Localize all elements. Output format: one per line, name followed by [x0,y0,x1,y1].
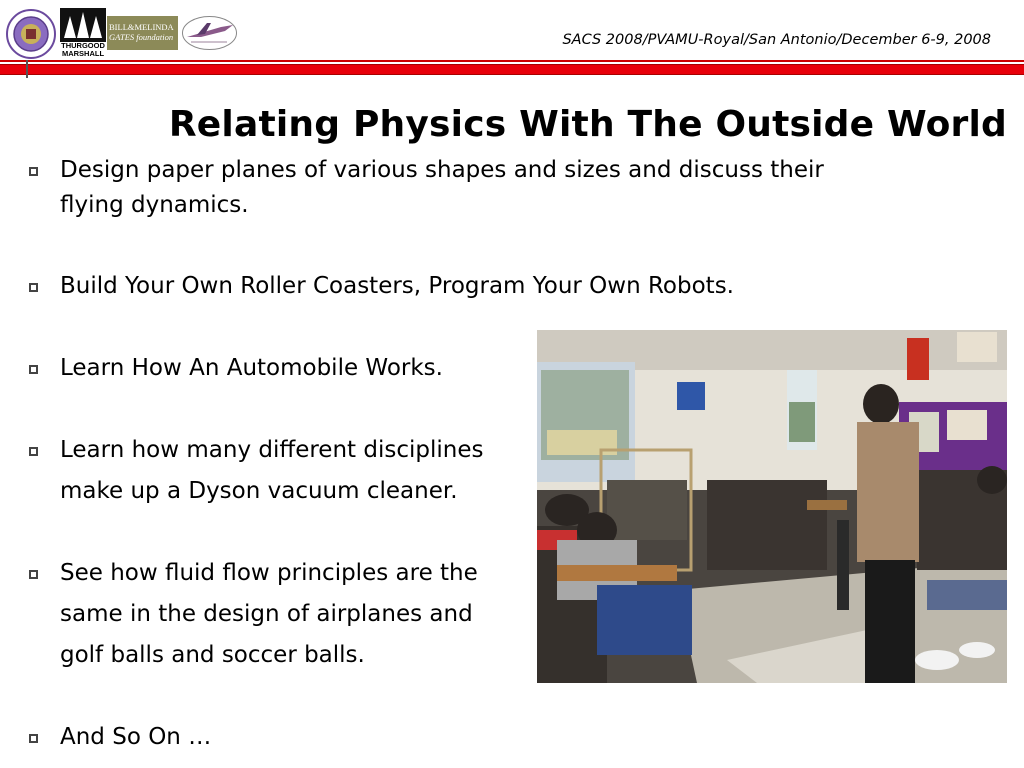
thurgood-marshall-text: THURGOOD MARSHALL [61,41,105,58]
bullet-text: make up a Dyson vacuum cleaner. [60,478,458,504]
bullet-text: same in the design of airplanes and [60,601,473,627]
bullet-text: See how fluid flow principles are the [60,560,478,586]
header-rule-bar [0,64,1024,75]
bullet-text: flying dynamics. [60,192,249,218]
bullet-text: Learn how many different disciplines [60,437,484,463]
hollow-square-bullet-icon [29,167,38,176]
hollow-square-bullet-icon [29,365,38,374]
header-rule-tick [26,60,28,78]
thurgood-marshall-logo [59,7,107,59]
gates-foundation-logo [107,16,178,50]
bullet-text: Build Your Own Roller Coasters, Program Your Own Robots. [60,273,734,299]
classroom-photo [537,330,1007,683]
gates-logo-line2: GATES foundation [109,32,174,42]
bullet-text: Learn How An Automobile Works. [60,355,443,381]
bullet-text: golf balls and soccer balls. [60,642,365,668]
bullet-text: Design paper planes of various shapes and sizes and discuss their [60,157,824,183]
header-rule-thin [0,60,1024,62]
conference-info: SACS 2008/PVAMU-Royal/San Antonio/December 6-9, 2008 [562,32,991,48]
pvamu-seal-logo [6,9,56,59]
hollow-square-bullet-icon [29,447,38,456]
hollow-square-bullet-icon [29,283,38,292]
gates-logo-line1: BILL&MELINDA [109,22,174,32]
jet-emblem-logo [181,15,238,51]
hollow-square-bullet-icon [29,734,38,743]
hollow-square-bullet-icon [29,570,38,579]
slide-title: Relating Physics With The Outside World [168,104,1007,145]
bullet-text: And So On … [60,724,212,750]
